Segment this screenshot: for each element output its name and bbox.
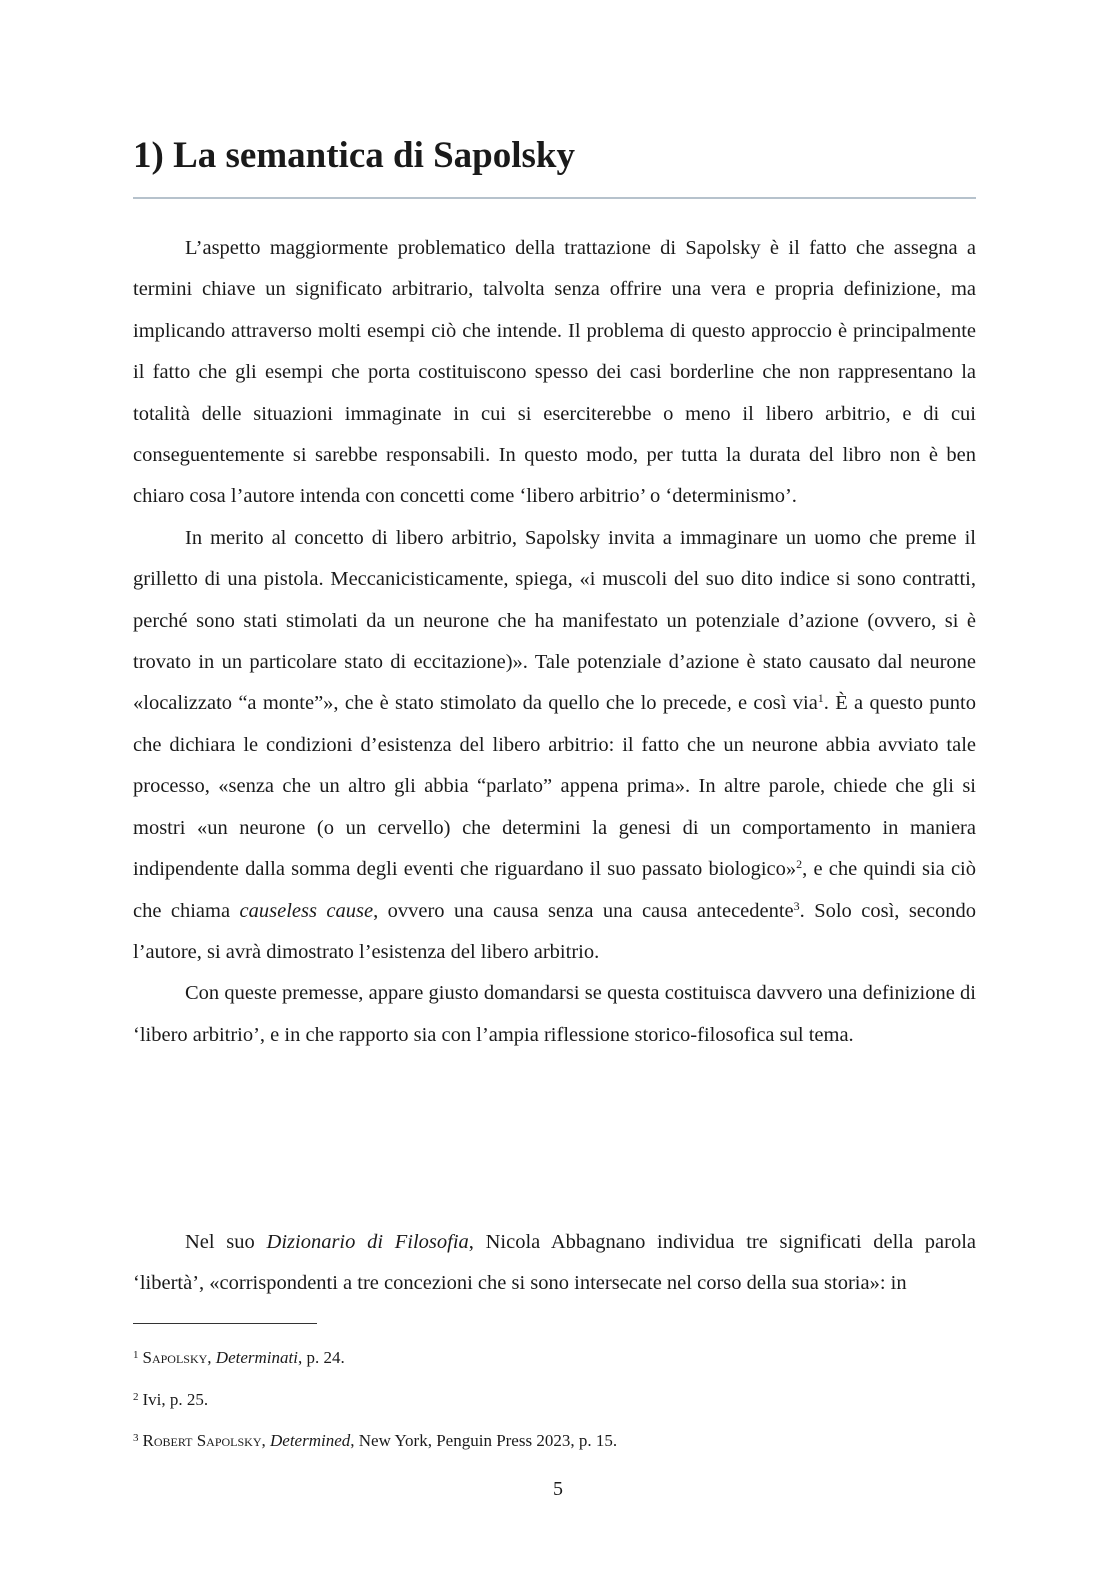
footnote-rest: , p. 24. <box>297 1348 345 1367</box>
footnote-number: 3 <box>133 1432 139 1444</box>
paragraph-2 <box>133 518 976 973</box>
footnote-title: Determinati <box>215 1348 298 1367</box>
footnote-separator-text: , <box>261 1431 270 1450</box>
footnote-1 <box>133 1336 976 1378</box>
footnote-rest: , New York, Penguin Press 2023, p. 15. <box>350 1431 618 1450</box>
footnote-title: Determined <box>270 1431 351 1450</box>
footnote-number: 1 <box>133 1349 139 1361</box>
heading-rule <box>133 197 976 199</box>
footnotes <box>133 1336 976 1461</box>
footnote-2 <box>133 1378 976 1420</box>
paragraph-1: L’aspetto maggiormente problematico della trattazione di Sapolsky è il fatto che assegna a termini chiave un significato arbitrario, talvolta senza offrire una vera e propria definizione, ma implicando attraverso molti esempi ciò che intende. Il problema di questo approccio è principalmente il fatto che gli esempi che porta costituiscono spesso dei casi borderline che non rappresentano la totalità delle situazioni immaginate in cui si eserciterebbe o meno il libero arbitrio, e di cui conseguentemente si sarebbe responsabili. In questo modo, per tutta la durata del libro non è ben chiaro cosa l’autore intenda con concetti come ‘libero arbitrio’ o ‘determinismo’. <box>133 237 976 508</box>
paragraph-4-part-b: , Nicola Abbagnano individua tre significati della parola ‘libertà’, «corrispondenti a tre concezioni che si sono intersecate nel corso della sua storia»: in <box>133 1231 977 1295</box>
footnote-ref-2: 2 <box>796 857 803 872</box>
body-text-block <box>133 228 976 1056</box>
paragraph-4-italic-title: Dizionario di Filosofia <box>266 1231 469 1253</box>
paragraph-2-part-c: , e che quindi sia ciò che chiama <box>133 858 976 922</box>
paragraph-2-part-e: . Solo così, secondo l’autore, si avrà dimostrato l’esistenza del libero arbitrio. <box>133 899 977 963</box>
footnote-ref-3: 3 <box>793 898 800 913</box>
paragraph-3: Con queste premesse, appare giusto domandarsi se questa costituisca davvero una definizione di ‘libero arbitrio’, e in che rapporto sia con l’ampia riflessione storico-filosofica sul tema. <box>133 982 976 1046</box>
paragraph-2-part-d: , ovvero una causa senza una causa antecedente <box>373 899 794 922</box>
paragraph-2-part-a: In merito al concetto di libero arbitrio, Sapolsky invita a immaginare un uomo che preme il grilletto di una pistola. Meccanicisticamente, spiega, «i muscoli del suo dito indice si sono contratti, perché sono stati stimolati da un neurone che ha manifestato un potenziale d’azione (ovvero, si è trovato in un particolare stato di eccitazione)». Tale potenziale d’azione è stato causato dal neurone «localizzato “a monte”», che è stato stimolato da quello che lo precede, e così via <box>133 526 976 715</box>
paragraph-4-part-a: Nel suo <box>185 1231 267 1253</box>
footnote-separator <box>133 1323 317 1324</box>
footnote-ref-1: 1 <box>817 691 824 706</box>
footnote-author: Robert Sapolsky <box>142 1431 262 1450</box>
footnote-author: Sapolsky <box>142 1348 208 1367</box>
paragraph-4 <box>133 1222 976 1305</box>
footnote-number: 2 <box>133 1390 139 1403</box>
body-text-block-2 <box>133 1222 976 1305</box>
paragraph-2-italic-term: causeless cause <box>239 899 374 922</box>
footnote-separator-text: , <box>207 1348 216 1367</box>
section-heading: 1) La semantica di Sapolsky <box>133 135 576 176</box>
paragraph-2-part-b: . È a questo punto che dichiara le condizioni d’esistenza del libero arbitrio: il fatto che un neurone abbia avviato tale processo, «senza che un altro gli abbia “parlato” appena prima». In altre parole, chiede che gli si mostri «un neurone (o un cervello) che determini la genesi di un comportamento in maniera indipendente dalla somma degli eventi che riguardano il suo passato biologico» <box>133 692 976 881</box>
footnote-3 <box>133 1419 976 1461</box>
footnote-text: Ivi, p. 25. <box>142 1389 209 1409</box>
page-number: 5 <box>553 1478 563 1500</box>
